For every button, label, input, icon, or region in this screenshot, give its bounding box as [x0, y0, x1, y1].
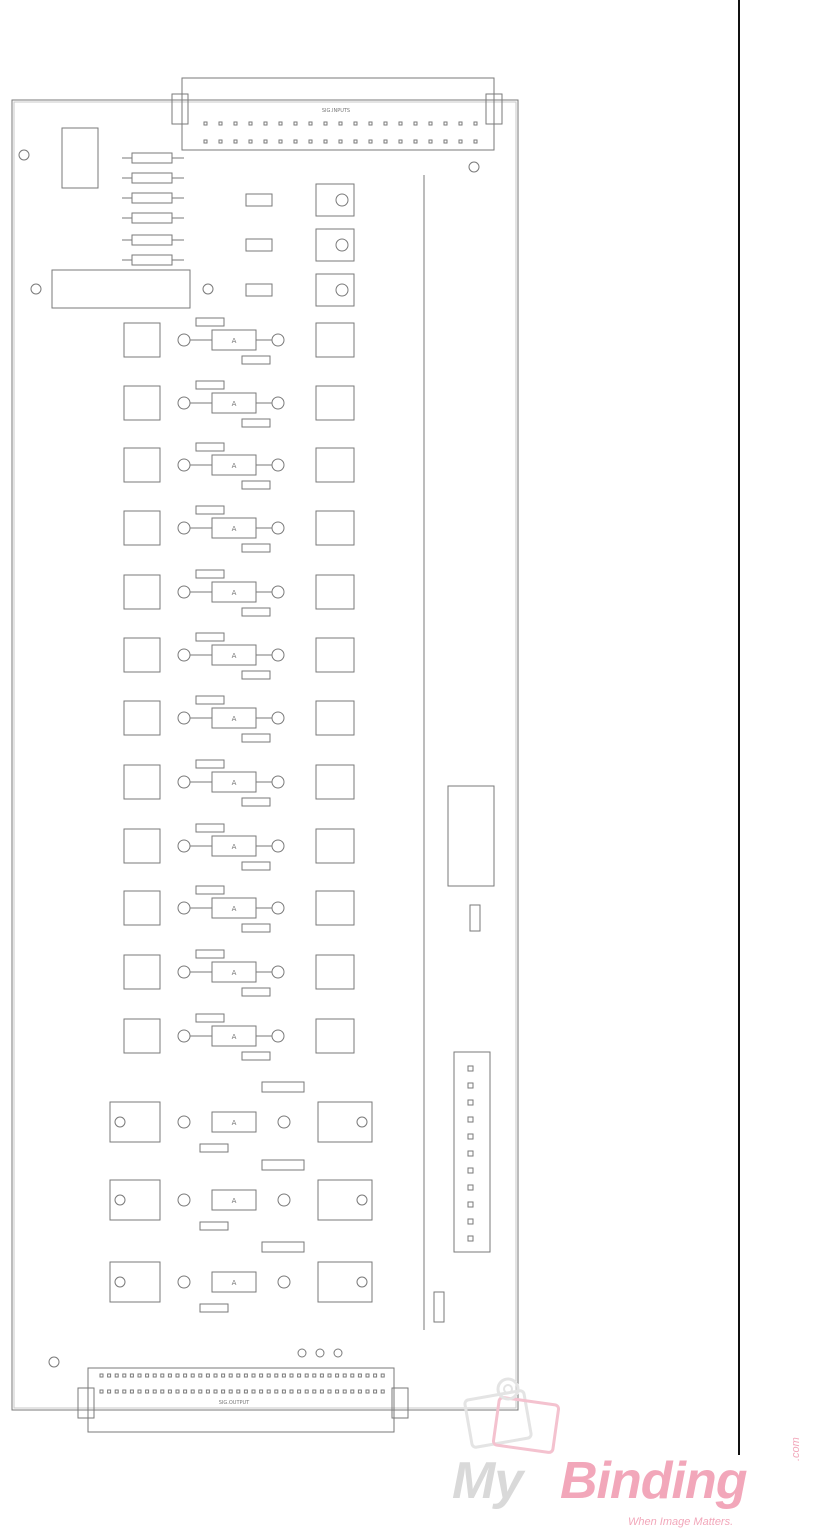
connector-pin: [184, 1374, 187, 1377]
transistor-package: [124, 448, 160, 482]
header-pin: [468, 1100, 473, 1105]
connector-pin: [339, 122, 342, 125]
mount-hole: [115, 1195, 125, 1205]
watermark-tagline: When Image Matters.: [628, 1516, 734, 1528]
connector-pin: [100, 1374, 103, 1377]
header-strip: [454, 1052, 490, 1252]
pad: [272, 902, 284, 914]
connector-pin: [191, 1390, 194, 1393]
connector-pin: [324, 140, 327, 143]
connector-pin: [369, 122, 372, 125]
connector-pin: [305, 1374, 308, 1377]
connector-pin: [130, 1390, 133, 1393]
connector-pin: [298, 1390, 301, 1393]
mounting-hole: [19, 150, 29, 160]
pad: [272, 397, 284, 409]
watermark-suffix: .com: [790, 1437, 802, 1461]
connector-pin: [184, 1390, 187, 1393]
power-resistor: [52, 270, 190, 308]
test-point: [334, 1349, 342, 1357]
connector-pin: [108, 1390, 111, 1393]
resistor-pair: [262, 1242, 304, 1252]
connector-pin: [298, 1374, 301, 1377]
connector-pin: [459, 140, 462, 143]
mount-hole: [357, 1117, 367, 1127]
connector-pin: [138, 1390, 141, 1393]
connector-pin: [229, 1390, 232, 1393]
connector-pin: [191, 1374, 194, 1377]
connector-pin: [399, 122, 402, 125]
connector-pin: [429, 140, 432, 143]
resistor: [196, 886, 224, 894]
resistor: [196, 696, 224, 704]
connector-pin: [214, 1374, 217, 1377]
board-outline-inner: [14, 102, 516, 1408]
connector-pin: [146, 1390, 149, 1393]
power-transistor: [110, 1102, 160, 1142]
mount-hole: [115, 1277, 125, 1287]
connector-pin: [444, 140, 447, 143]
channel-label: A: [231, 905, 237, 913]
transistor-package: [124, 765, 160, 799]
resistor-pair: [132, 235, 172, 245]
pad: [272, 776, 284, 788]
connector-pin: [153, 1374, 156, 1377]
connector-pin: [305, 1390, 308, 1393]
connector-pin: [343, 1390, 346, 1393]
connector-pin: [313, 1390, 316, 1393]
connector-pin: [290, 1390, 293, 1393]
connector-pin: [161, 1390, 164, 1393]
connector-pin: [324, 122, 327, 125]
connector-pin: [100, 1390, 103, 1393]
pad: [178, 1276, 190, 1288]
connector-pin: [260, 1390, 263, 1393]
connector-pin: [474, 140, 477, 143]
header-pin: [468, 1236, 473, 1241]
header-pin: [468, 1083, 473, 1088]
connector-pin: [339, 140, 342, 143]
connector-pin: [115, 1374, 118, 1377]
regulator-mount-hole: [336, 194, 348, 206]
pad: [178, 840, 190, 852]
pad: [178, 1194, 190, 1206]
top-connector-left-ear: [172, 94, 188, 124]
regulator-mount-hole: [336, 239, 348, 251]
connector-pin: [108, 1374, 111, 1377]
pad: [272, 966, 284, 978]
connector-pin: [252, 1374, 255, 1377]
mybinding-logo-icon: [458, 1375, 578, 1455]
transistor-package: [316, 638, 354, 672]
connector-pin: [374, 1390, 377, 1393]
connector-pin: [249, 122, 252, 125]
watermark-brand-my: My: [452, 1452, 523, 1510]
connector-pin: [176, 1374, 179, 1377]
power-transistor: [318, 1102, 372, 1142]
connector-pin: [237, 1390, 240, 1393]
header-pin: [468, 1134, 473, 1139]
connector-pin: [351, 1390, 354, 1393]
connector-pin: [358, 1390, 361, 1393]
connector-pin: [358, 1374, 361, 1377]
connector-pin: [275, 1390, 278, 1393]
connector-pin: [161, 1374, 164, 1377]
resistor-pair: [132, 213, 172, 223]
connector-pin: [168, 1374, 171, 1377]
pad: [272, 649, 284, 661]
pad: [278, 1194, 290, 1206]
pad: [272, 334, 284, 346]
connector-pin: [444, 122, 447, 125]
transistor-package: [124, 829, 160, 863]
resistor: [200, 1304, 228, 1312]
channel-label: A: [231, 779, 237, 787]
connector-pin: [138, 1374, 141, 1377]
connector-pin: [153, 1390, 156, 1393]
transistor-package: [316, 829, 354, 863]
ic-socket: [62, 128, 98, 188]
mounting-hole: [469, 162, 479, 172]
mount-hole: [357, 1195, 367, 1205]
channel-label: A: [231, 400, 237, 408]
connector-pin: [320, 1374, 323, 1377]
channel-label: A: [231, 715, 237, 723]
connector-pin: [309, 140, 312, 143]
connector-pin: [294, 140, 297, 143]
resistor-pair: [132, 193, 172, 203]
connector-pin: [199, 1390, 202, 1393]
connector-pin: [328, 1374, 331, 1377]
test-point: [316, 1349, 324, 1357]
resistor-pair: [132, 153, 172, 163]
pad: [278, 1276, 290, 1288]
channel-label: A: [231, 462, 237, 470]
pad: [178, 397, 190, 409]
connector-pin: [206, 1390, 209, 1393]
transistor-package: [124, 386, 160, 420]
connector-pin: [214, 1390, 217, 1393]
regulator-mount-hole: [336, 284, 348, 296]
pad: [278, 1116, 290, 1128]
transistor-package: [316, 891, 354, 925]
transistor-package: [124, 323, 160, 357]
resistor-pair: [262, 1160, 304, 1170]
resistor: [242, 356, 270, 364]
resistor: [242, 1052, 270, 1060]
resistor: [200, 1144, 228, 1152]
connector-pin: [222, 1390, 225, 1393]
connector-pin: [384, 122, 387, 125]
transistor-package: [124, 575, 160, 609]
transistor-package: [124, 701, 160, 735]
watermark-brand-binding: Binding: [560, 1452, 747, 1510]
transistor-package: [124, 955, 160, 989]
resistor: [196, 506, 224, 514]
connector-pin: [336, 1390, 339, 1393]
mounting-hole: [49, 1357, 59, 1367]
pad: [272, 522, 284, 534]
resistor-pair: [262, 1082, 304, 1092]
resistor: [242, 862, 270, 870]
transistor-package: [316, 701, 354, 735]
connector-pin: [384, 140, 387, 143]
connector-pin: [275, 1374, 278, 1377]
connector-pin: [354, 140, 357, 143]
connector-pin: [219, 140, 222, 143]
pad: [178, 1030, 190, 1042]
connector-pin: [399, 140, 402, 143]
resistor: [196, 633, 224, 641]
connector-pin: [206, 1374, 209, 1377]
header-pin: [468, 1151, 473, 1156]
connector-pin: [279, 122, 282, 125]
connector-pin: [234, 140, 237, 143]
transistor-package: [316, 386, 354, 420]
channel-label: A: [231, 589, 237, 597]
connector-pin: [320, 1390, 323, 1393]
header-pin: [468, 1066, 473, 1071]
pad: [178, 586, 190, 598]
right-resistor: [470, 905, 480, 931]
connector-pin: [354, 122, 357, 125]
connector-pin: [414, 140, 417, 143]
resistor: [242, 734, 270, 742]
resistor: [246, 284, 272, 296]
mount-hole: [115, 1117, 125, 1127]
resistor: [242, 798, 270, 806]
connector-pin: [267, 1390, 270, 1393]
bottom-connector-label: SIG.OUTPUT: [218, 1400, 250, 1406]
transistor-package: [316, 765, 354, 799]
top-connector: [182, 78, 494, 150]
channel-label: A: [231, 652, 237, 660]
connector-pin: [264, 140, 267, 143]
header-pin: [468, 1202, 473, 1207]
channel-label: A: [231, 1279, 237, 1287]
connector-pin: [282, 1390, 285, 1393]
pad: [178, 776, 190, 788]
power-resistor-pad: [203, 284, 213, 294]
power-transistor: [318, 1262, 372, 1302]
connector-pin: [123, 1374, 126, 1377]
resistor: [196, 570, 224, 578]
resistor: [196, 318, 224, 326]
resistor: [196, 381, 224, 389]
pad: [272, 1030, 284, 1042]
connector-pin: [429, 122, 432, 125]
connector-pin: [252, 1390, 255, 1393]
top-connector-label: SIG.INPUTS: [321, 108, 351, 114]
resistor: [246, 239, 272, 251]
channel-label: A: [231, 1119, 237, 1127]
pad: [178, 459, 190, 471]
mount-hole: [357, 1277, 367, 1287]
transistor-package: [124, 1019, 160, 1053]
power-transistor: [110, 1262, 160, 1302]
resistor: [246, 194, 272, 206]
connector-pin: [260, 1374, 263, 1377]
resistor: [196, 950, 224, 958]
transistor-package: [124, 891, 160, 925]
resistor: [196, 1014, 224, 1022]
connector-pin: [222, 1374, 225, 1377]
connector-pin: [366, 1390, 369, 1393]
connector-pin: [237, 1374, 240, 1377]
connector-pin: [313, 1374, 316, 1377]
resistor: [242, 608, 270, 616]
pad: [272, 459, 284, 471]
channel-label: A: [231, 969, 237, 977]
transistor-package: [316, 323, 354, 357]
relay-block: [448, 786, 494, 886]
pad: [178, 334, 190, 346]
transistor-package: [316, 955, 354, 989]
power-transistor: [110, 1180, 160, 1220]
connector-pin: [474, 122, 477, 125]
channel-label: A: [231, 843, 237, 851]
resistor: [242, 671, 270, 679]
transistor-package: [124, 638, 160, 672]
connector-pin: [309, 122, 312, 125]
resistor: [196, 443, 224, 451]
connector-pin: [459, 122, 462, 125]
bottom-connector-left-ear: [78, 1388, 94, 1418]
channel-label: A: [231, 1197, 237, 1205]
resistor: [242, 481, 270, 489]
connector-pin: [234, 122, 237, 125]
connector-pin: [146, 1374, 149, 1377]
pad: [272, 840, 284, 852]
connector-pin: [229, 1374, 232, 1377]
connector-pin: [204, 122, 207, 125]
transistor-package: [316, 1019, 354, 1053]
connector-pin: [381, 1390, 384, 1393]
page-divider-line: [738, 0, 740, 1455]
connector-pin: [366, 1374, 369, 1377]
power-transistor: [318, 1180, 372, 1220]
connector-pin: [244, 1390, 247, 1393]
connector-pin: [123, 1390, 126, 1393]
connector-pin: [351, 1374, 354, 1377]
connector-pin: [369, 140, 372, 143]
transistor-package: [316, 448, 354, 482]
pad: [178, 902, 190, 914]
connector-pin: [279, 140, 282, 143]
transistor-package: [316, 575, 354, 609]
connector-pin: [381, 1374, 384, 1377]
connector-pin: [264, 122, 267, 125]
resistor: [200, 1222, 228, 1230]
pad: [178, 1116, 190, 1128]
transistor-package: [316, 511, 354, 545]
pad: [272, 586, 284, 598]
header-pin: [468, 1219, 473, 1224]
connector-pin: [374, 1374, 377, 1377]
connector-pin: [244, 1374, 247, 1377]
connector-pin: [199, 1374, 202, 1377]
header-pin: [468, 1117, 473, 1122]
test-point: [298, 1349, 306, 1357]
connector-pin: [290, 1374, 293, 1377]
header-pin: [468, 1185, 473, 1190]
resistor: [242, 924, 270, 932]
channel-label: A: [231, 337, 237, 345]
channel-label: A: [231, 525, 237, 533]
connector-pin: [176, 1390, 179, 1393]
right-resistor: [434, 1292, 444, 1322]
resistor: [242, 544, 270, 552]
connector-pin: [328, 1390, 331, 1393]
header-pin: [468, 1168, 473, 1173]
resistor: [242, 988, 270, 996]
pad: [272, 712, 284, 724]
resistor-pair: [132, 173, 172, 183]
connector-pin: [130, 1374, 133, 1377]
pad: [178, 649, 190, 661]
channel-label: A: [231, 1033, 237, 1041]
power-resistor-pad: [31, 284, 41, 294]
connector-pin: [267, 1374, 270, 1377]
connector-pin: [294, 122, 297, 125]
connector-pin: [414, 122, 417, 125]
mybinding-watermark: [452, 1375, 814, 1529]
connector-pin: [336, 1374, 339, 1377]
resistor-pair: [132, 255, 172, 265]
resistor: [242, 419, 270, 427]
transistor-package: [124, 511, 160, 545]
pad: [178, 712, 190, 724]
connector-pin: [115, 1390, 118, 1393]
connector-pin: [343, 1374, 346, 1377]
resistor: [196, 760, 224, 768]
pad: [178, 522, 190, 534]
connector-pin: [249, 140, 252, 143]
connector-pin: [219, 122, 222, 125]
connector-pin: [282, 1374, 285, 1377]
connector-pin: [168, 1390, 171, 1393]
resistor: [196, 824, 224, 832]
pad: [178, 966, 190, 978]
connector-pin: [204, 140, 207, 143]
